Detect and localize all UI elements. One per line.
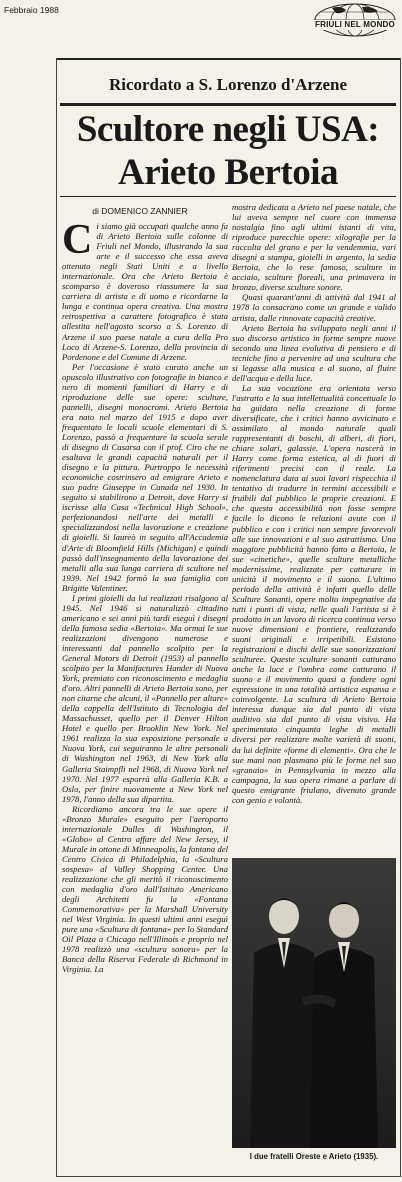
brothers-photo (232, 858, 396, 1148)
paragraph: I primi gioielli da lui realizzati risalgono al 1945. Nel 1946 si naturalizzò cittadino americano e sei anni più tardi eseguì i disegni della famosa sedia «Bertoia». Ma ormai le sue realizzazioni divengono numerose e interessanti dal pannello scolpito per la General Motors di Detroit (1953) al pannello scolpito per la Manifactures Hander di Nuova York, premiato con riconoscimento e medaglia d'oro. Altri pannelli di Arieto Bertoia sono, per non citarne che alcuni, il «Pannello per altare» della cappella dell'Istituto di Tecnologia del Massachusset, quello per il Denver Hilton Hotel e quello per Brooklin New York. Nel 1961 realizza la sua esposizione personale a Nuova York, cui seguiranno le altre personali di Washington nel 1963, di New York alla Galleria Staimpfli nel 1968, di Nuova York nel 1970. Nel 1977 esporrà alla Galleria K.B. a Oslo, per finire nuovamente a New York nel 1978, l'anno della sua dipartita. (62, 592, 228, 804)
article-kicker: Ricordato a S. Lorenzo d'Arzene (108, 75, 348, 94)
paragraph: Per l'occasione è stato curato anche un opuscolo illustrativo con fotografie in bianco e nero di momenti familiari di Harry e di riproduzione delle sue opere: sculture, pannelli, disegni monocromi. Arieto Bertoia era nato nel marzo del 1915 e dopo aver frequentato le locali scuole elementari di S. Lorenzo, passò a frequentare la scuola serale di disegno di Casarsa con il prof. Ciro che ne esaltava le grandi capacità naturali per il disegno e la pittura. Purtroppo le necessità economiche costrinsero ad emigrare Arieto e suo padre Giuseppe in Canada nel 1930. In seguito si stabilirono a Detroit, dove Harry si iscrisse alla Casa «Technical High School», perfezionandosi nell'arte dei metalli e specializzandosi nella lavorazione e creazione di gioielli. Si laureò in seguito all'Accademia d'Arte di Bloomfield Hills (Michigan) e quindi passò dall'insegnamento della lavorazione dei metalli alla sua lunga carriera di scultore nel 1939. Nel 1942 formò la sua famiglia con Brigitte Valentiner. (62, 361, 228, 593)
paragraph: Quasi quarant'anni di attività dal 1941 al 1978 lo consacrano come un grande e valido artista, dalle rinnovate capacità creative. (232, 292, 396, 323)
paragraph: Arieto Bertoia ha sviluppato negli anni il suo discorso artistico in forme sempre nuove secondo una linea evolutiva di pensiero e di tecniche fino a pervenire ad una scultura che si legasse alla musica e al suono, al fluire dell'acqua e della luce. (232, 322, 396, 383)
headline-line-1: Scultore negli USA: (76, 109, 380, 150)
drop-cap: C (62, 221, 93, 263)
masthead-logo (312, 2, 398, 38)
page-header (0, 0, 402, 40)
paragraph: Ricordiamo ancora tra le sue opere il «Bronzo Murale» eseguito per l'aeroporto internazionale Dulles di Washington, il «Globo» al Centro affare del New Jersey, il Murale in ottone di Minneapolis, la fontana del Centro Civico di Philadelphia, la «Scultura sospesa» al Valley Shopping Center. Una realizzazione che gli meritò il riconoscimento con medaglia d'oro dall'Istituto Americano degli Architetti fu la «Fontana Commemorativa» per la Marshall University nel West Virginia. In questi ultimi anni eseguì pure una «Scultura di fontana» per lo Standard Oil Plaza a Chicago nell'Illinois e proprio nel 1978 realizzò una «scultura sonora» per la Banca della Riserva Federale di Richmond in Virginia. La (62, 803, 228, 975)
paragraph: La sua vocazione era orientata verso l'astratto e la sua intellettualità concettuale lo ha guidato nella creazione di forme diversificate, che i critici hanno avvicinato e assimilato al mondo naturale quali rappresentanti di boschi, di alberi, di fiori, chiare solari, galassie. L'opera nascerà in Harry come forma estetica, al di fuori di riferimenti precisi con il reale. La nomenclatura data ai suoi lavori rispecchia il tentativo di tradurre in termini accessibili e fruibili dal pubblico le proprie creazioni. E che questa accessibilità non fosse sempre facile lo dicono le relazioni avute con il pubblico e con i critici non sempre favorevoli alle sue innovazioni e al suo astrattismo. Una maggiore pubblicità hanno fatto a Bertoia, le sue «cinetiche», quelle sculture metalliche modernissime, realizzate per catturare in unicità il movimento e il suono. L'ultimo periodo della attività è infatti quello delle Sculture Sonanti, opere molto impegnative da tutti i punti di vista, nelle quali l'artista si è prodotto in un lavoro di ricerca continua verso nuove dimensioni e frontiere, realizzando suoni originali e irripetibili. Esistono registrazioni e dischi delle sue sonorizzazioni sculturee. Queste sculture sonanti catturano anche la luce e l'ombra come catturano il suono e il movimento quasi a fondere ogni espressione in una totalità artistica espansa e coinvolgente. La scultura di Arieto Bertoia interessa dunque sia dal punto di vista auditivo sia dal punto di vista visivo. Ha sperimentato cinquanta leghe di metalli diversi per realizzare molte varietà di suoni, da lui definite «forme di elementi». Ora che le sue mani non plasmano più le forme nel suo «granaio» in Pennsylvania in mezzo alla campagna, la sua opera rimane a parlare di questo emigrante friulano, divenuto grande con genio e volontà. (232, 382, 396, 805)
headline-rule (60, 103, 396, 106)
photo-caption: I due fratelli Oreste e Arieto (1935). (249, 1152, 379, 1161)
article-headline (60, 108, 396, 194)
photo-image (232, 858, 396, 1148)
headline-bottom-rule (60, 196, 396, 197)
article-column-right (232, 202, 396, 844)
byline: di DOMENICO ZANNIER (92, 206, 188, 216)
issue-date: Febbraio 1988 (4, 5, 59, 15)
headline-line-2: Arieto Bertoia (117, 152, 339, 193)
paragraph-text: i siamo già occupati qualche anno fa di Arieto Bertoia sulle colonne di Friuli nel Mondo, illustrando la sua arte e il successo che essa aveva ottenuto negli Stati Uniti e a livello internazionale. Ora che Arieto Bertoia è scomparso è doveroso riassumere la sua carriera di artista e di uomo e ricordarne la lunga e continua opera creativa. Una mostra retrospettiva a carattere fotografico è stata allestita nell'agosto scorso a S. Lorenzo di Arzene il suo paese natale a cura della Pro Loco di Arzene-S. Lorenzo, della provincia di Pordenone e del Comune di Arzene. (62, 221, 228, 362)
paragraph: mostra dedicata a Arieto nel paese natale, che lui aveva sempre nel cuore con immensa nostalgia fino agli ultimi istanti di vita, riproduce parecchie opere: xilografie per la raccolta del grano e per la vendemmia, vari disegni a stampa, gioielli in argento, la sedia Bertoia, che lo rese famoso, sculture in acciaio, sculture floreali, una primavera in bronzo, diverse sculture sonore. (232, 202, 396, 293)
article-column-left (62, 221, 228, 1166)
paragraph (62, 221, 228, 362)
masthead-title: FRIULI NEL MONDO (312, 20, 398, 30)
